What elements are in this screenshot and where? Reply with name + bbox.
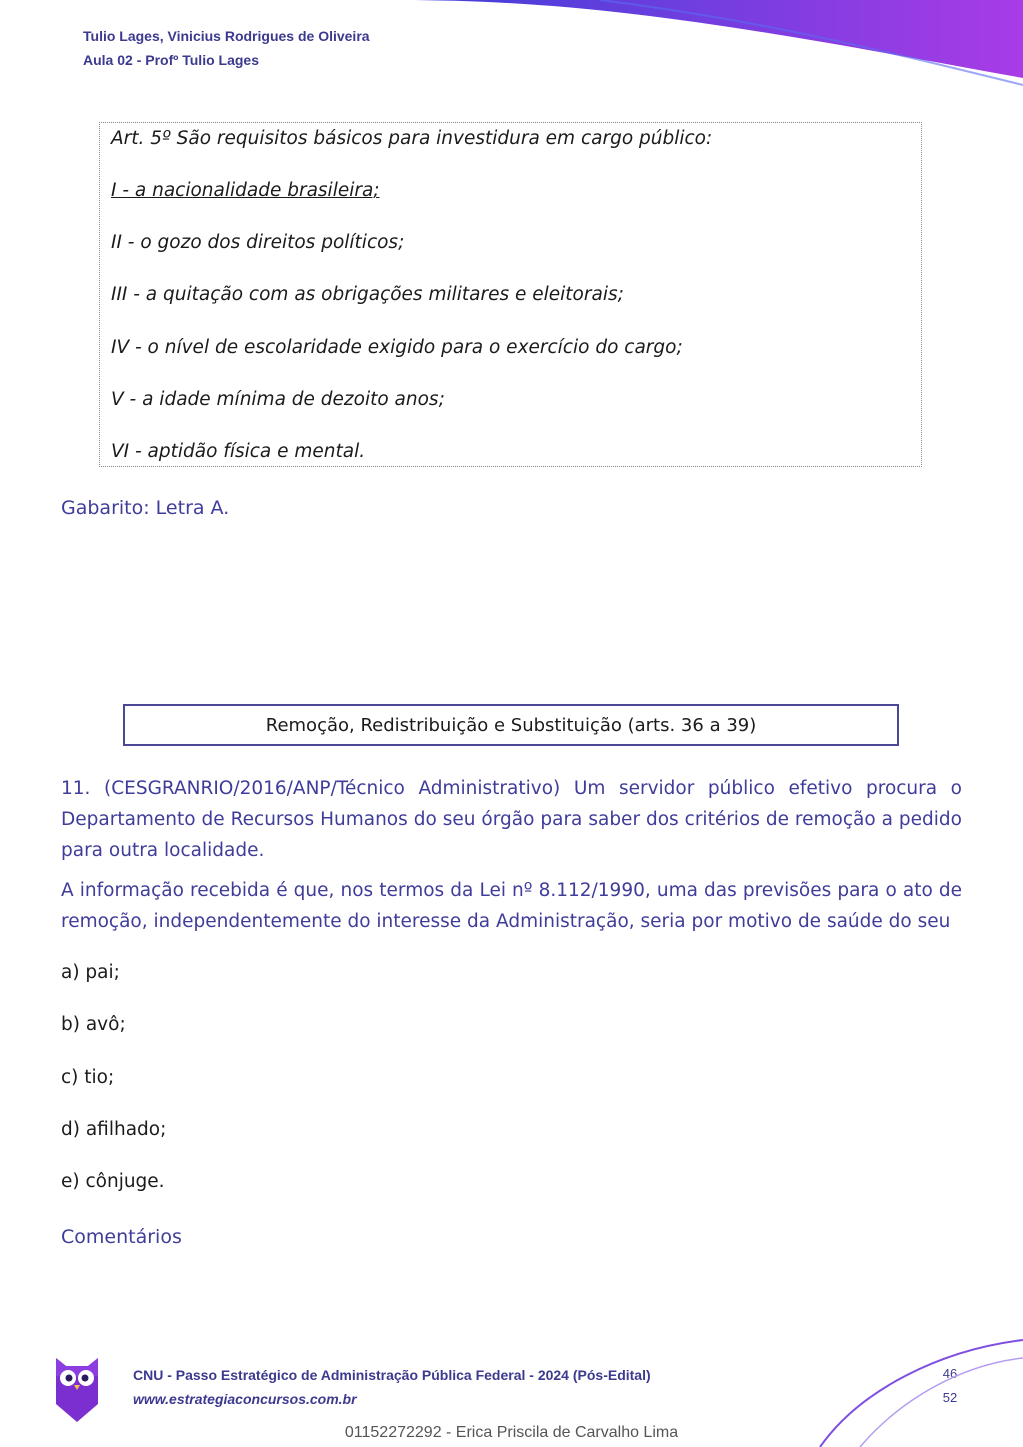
law-line-item-ii: II - o gozo dos direitos políticos; <box>111 232 405 253</box>
option-e: e) cônjuge. <box>61 1171 165 1192</box>
comments-heading: Comentários <box>61 1226 182 1248</box>
page-number: 46 <box>942 1366 958 1381</box>
total-pages: 52 <box>942 1390 958 1405</box>
topic-title-box <box>123 704 899 746</box>
option-a: a) pai; <box>61 962 120 983</box>
option-d: d) afilhado; <box>61 1119 167 1140</box>
question-line-1: 11. (CESGRANRIO/2016/ANP/Técnico Administrativo) Um servidor público efetivo procura o <box>61 778 962 799</box>
law-line-item-i <box>111 180 380 201</box>
option-c: c) tio; <box>61 1067 115 1088</box>
question-line-3: para outra localidade. <box>61 840 265 861</box>
watermark-text: 01152272292 - Erica Priscila de Carvalho Lima <box>344 1424 679 1441</box>
answer-key: Gabarito: Letra A. <box>61 497 230 519</box>
question-context <box>61 875 962 937</box>
header-lesson: Aula 02 - Profº Tulio Lages <box>83 52 259 68</box>
header-authors: Tulio Lages, Vinicius Rodrigues de Oliveira <box>83 28 370 44</box>
header-swoosh-decoration <box>0 0 1023 90</box>
question-context-line-1: A informação recebida é que, nos termos da Lei nº 8.112/1990, uma das previsões para o ato de <box>61 880 962 901</box>
law-line-item-i-text: I - a nacionalidade brasileira; <box>111 180 380 201</box>
option-b: b) avô; <box>61 1014 126 1035</box>
law-line-item-vi: VI - aptidão física e mental. <box>111 441 366 462</box>
question-line-2: Departamento de Recursos Humanos do seu órgão para saber dos critérios de remoção a pedido <box>61 809 962 830</box>
owl-logo-icon <box>52 1352 102 1424</box>
question-statement <box>61 773 962 866</box>
footer-course-title: CNU - Passo Estratégico de Administração Pública Federal - 2024 (Pós-Edital) <box>133 1367 651 1383</box>
topic-title: Remoção, Redistribuição e Substituição (arts. 36 a 39) <box>265 714 757 736</box>
law-line-item-v: V - a idade mínima de dezoito anos; <box>111 389 445 410</box>
footer-site-link[interactable]: www.estrategiaconcursos.com.br <box>133 1391 357 1407</box>
law-line-caput: Art. 5º São requisitos básicos para investidura em cargo público: <box>111 128 713 149</box>
question-context-line-2: remoção, independentemente do interesse da Administração, seria por motivo de saúde do seu <box>61 911 951 932</box>
law-line-item-iv: IV - o nível de escolaridade exigido para o exercício do cargo; <box>111 337 683 358</box>
law-line-item-iii: III - a quitação com as obrigações militares e eleitorais; <box>111 284 624 305</box>
